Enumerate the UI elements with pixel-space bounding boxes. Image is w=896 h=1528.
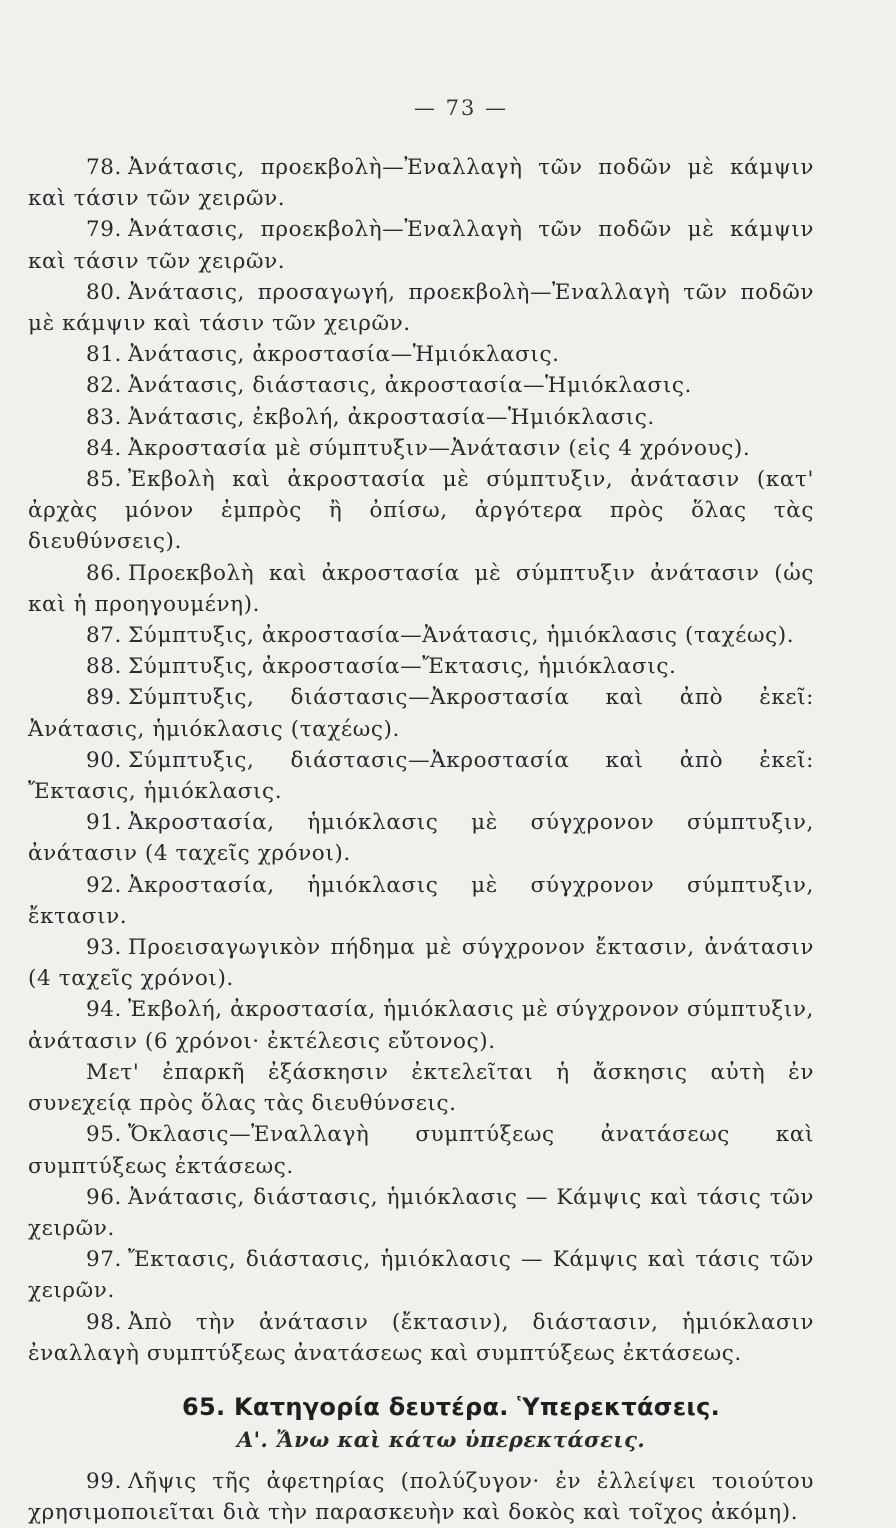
exercise-entry xyxy=(28,1119,814,1181)
exercise-entry xyxy=(28,464,814,558)
entry-text: Σύμπτυξις, ἀκροστασία—Ἀνάτασις, ἡμιόκλασις (ταχέως). xyxy=(128,623,795,649)
exercise-entry xyxy=(28,1466,814,1528)
entry-number: 82. xyxy=(86,373,122,399)
entry-text: Σύμπτυξις, διάστασις—Ἀκροστασία καὶ ἀπὸ ἐκεῖ: Ἔκτασις, ἡμιόκλασις. xyxy=(28,747,814,805)
exercise-entry xyxy=(28,682,814,744)
entry-text: Ἀκροστασία, ἡμιόκλασις μὲ σύγχρονον σύμπτυξιν, ἔκτασιν. xyxy=(28,872,814,929)
exercise-entry xyxy=(28,745,814,807)
exercise-entry xyxy=(28,433,814,464)
entry-number: 78. xyxy=(86,155,122,180)
entry-text: Ἀνάτασις, προσαγωγή, προεκβολὴ—Ἐναλλαγὴ τῶν ποδῶν μὲ κάμψιν καὶ τάσιν τῶν χειρῶν. xyxy=(28,279,814,337)
entry-text: Ἀνάτασις, ἀκροστασία—Ἡμιόκλασις. xyxy=(128,342,560,368)
entry-text: Ἀκροστασία μὲ σύμπτυξιν—Ἀνάτασιν (εἰς 4 χρόνους). xyxy=(128,435,751,461)
entry-number: 79. xyxy=(86,217,122,243)
exercise-list xyxy=(28,152,814,1369)
entry-number: 85. xyxy=(86,467,122,493)
entry-number: 87. xyxy=(86,623,122,649)
exercise-entry xyxy=(28,152,814,214)
exercise-entry xyxy=(28,932,814,994)
exercise-entry xyxy=(28,807,814,869)
entry-text: Ἀνάτασις, προεκβολὴ—Ἐναλλαγὴ τῶν ποδῶν μὲ κάμψιν καὶ τάσιν τῶν χειρῶν. xyxy=(28,155,814,212)
entry-number: 98. xyxy=(86,1309,122,1335)
entry-text: Προεκβολὴ καὶ ἀκροστασία μὲ σύμπτυξιν ἀνάτασιν (ὡς καὶ ἡ προηγουμένη). xyxy=(28,560,814,617)
exercise-entry xyxy=(28,370,814,401)
entry-number: 91. xyxy=(86,810,122,836)
entry-number: 81. xyxy=(86,342,122,368)
entry-text: Ἐκβολή, ἀκροστασία, ἡμιόκλασις μὲ σύγχρονον σύμπτυξιν, ἀνάτασιν (6 χρόνοι· ἐκτέλεσις εὔτονος). xyxy=(28,997,814,1054)
entry-text: Ἀπὸ τὴν ἀνάτασιν (ἔκτασιν), διάστασιν, ἡμιόκλασιν ἐναλλαγὴ συμπτύξεως ἀνατάσεως καὶ συμπτύξεως ἐκτάσεως. xyxy=(28,1309,814,1366)
entry-number: 95. xyxy=(86,1122,122,1148)
entry-number: 86. xyxy=(86,560,122,586)
entry-number: 94. xyxy=(86,997,122,1023)
entry-number: 83. xyxy=(86,404,122,430)
entry-text: Ἀνάτασις, διάστασις, ἀκροστασία—Ἡμιόκλασις. xyxy=(128,373,692,399)
entry-number: 90. xyxy=(86,747,122,773)
entry-number: 84. xyxy=(86,435,122,461)
entry-text: Ἀκροστασία, ἡμιόκλασις μὲ σύγχρονον σύμπτυξιν, ἀνάτασιν (4 ταχεῖς χρόνοι). xyxy=(28,810,814,867)
entry-number: 80. xyxy=(86,279,122,305)
section-heading: 65. Κατηγορία δευτέρα. Ὑπερεκτάσεις. xyxy=(181,1392,721,1421)
entry-number: 89. xyxy=(86,685,122,711)
entry-text: Λῆψις τῆς ἀφετηρίας (πολύζυγον· ἐν ἐλλείψει τοιούτου χρησιμοποιεῖται διὰ τὴν παρασκευὴν καὶ δοκὸς καὶ τοῖχος ἀκόμη). xyxy=(28,1468,814,1526)
entry-text: Ἀνάτασις, διάστασις, ἡμιόκλασις — Κάμψις καὶ τάσις τῶν χειρῶν. xyxy=(28,1184,814,1241)
entry-text: Ἐκβολὴ καὶ ἀκροστασία μὲ σύμπτυξιν, ἀνάτασιν (κατ' ἀρχὰς μόνον ἐμπρὸς ἢ ὀπίσω, ἀργότερα πρὸς ὅλας τὰς διευθύνσεις). xyxy=(28,467,814,555)
entry-number: 97. xyxy=(86,1247,122,1273)
subsection-heading: Α'. Ἄνω καὶ κάτω ὑπερεκτάσεις. xyxy=(236,1426,646,1452)
page-number: — 73 — xyxy=(413,96,509,120)
exercise-note: Μετ' ἐπαρκῆ ἐξάσκησιν ἐκτελεῖται ἡ ἄσκησις αὐτὴ ἐν συνεχείᾳ πρὸς ὅλας τὰς διευθύνσεις. xyxy=(28,1059,814,1117)
entry-text: Σύμπτυξις, διάστασις—Ἀκροστασία καὶ ἀπὸ ἐκεῖ: Ἀνάτασις, ἡμιόκλασις (ταχέως). xyxy=(28,685,814,742)
exercise-entry xyxy=(28,620,814,651)
exercise-entry xyxy=(28,277,814,339)
entry-number: 96. xyxy=(86,1184,122,1210)
entry-text: Ἀνάτασις, προεκβολὴ—Ἐναλλαγὴ τῶν ποδῶν μὲ κάμψιν καὶ τάσιν τῶν χειρῶν. xyxy=(28,217,814,274)
exercise-entry xyxy=(28,214,814,276)
entry-text: Ἀνάτασις, ἐκβολή, ἀκροστασία—Ἡμιόκλασις. xyxy=(128,404,655,430)
exercise-entry xyxy=(28,870,814,932)
exercise-entry xyxy=(28,994,814,1056)
entry-text: Σύμπτυξις, ἀκροστασία—Ἔκτασις, ἡμιόκλασις. xyxy=(128,654,677,680)
exercise-entry xyxy=(28,339,814,370)
exercise-entry xyxy=(28,1307,814,1369)
exercise-entry xyxy=(28,651,814,682)
exercise-list-2 xyxy=(28,1466,814,1528)
entry-number: 93. xyxy=(86,935,122,961)
entry-number: 92. xyxy=(86,872,122,898)
exercise-entry xyxy=(28,558,814,620)
entry-text: Ἔκτασις, διάστασις, ἡμιόκλασις — Κάμψις καὶ τάσις τῶν χειρῶν. xyxy=(28,1247,814,1304)
entry-number: 99. xyxy=(86,1468,122,1494)
exercise-entry xyxy=(28,1244,814,1306)
entry-number: 88. xyxy=(86,654,122,680)
exercise-entry xyxy=(28,402,814,433)
entry-text: Ὄκλασις—Ἐναλλαγὴ συμπτύξεως ἀνατάσεως καὶ συμπτύξεως ἐκτάσεως. xyxy=(28,1122,814,1179)
entry-text: Προεισαγωγικὸν πήδημα μὲ σύγχρονον ἔκτασιν, ἀνάτασιν (4 ταχεῖς χρόνοι). xyxy=(28,935,814,992)
exercise-entry xyxy=(28,1182,814,1244)
